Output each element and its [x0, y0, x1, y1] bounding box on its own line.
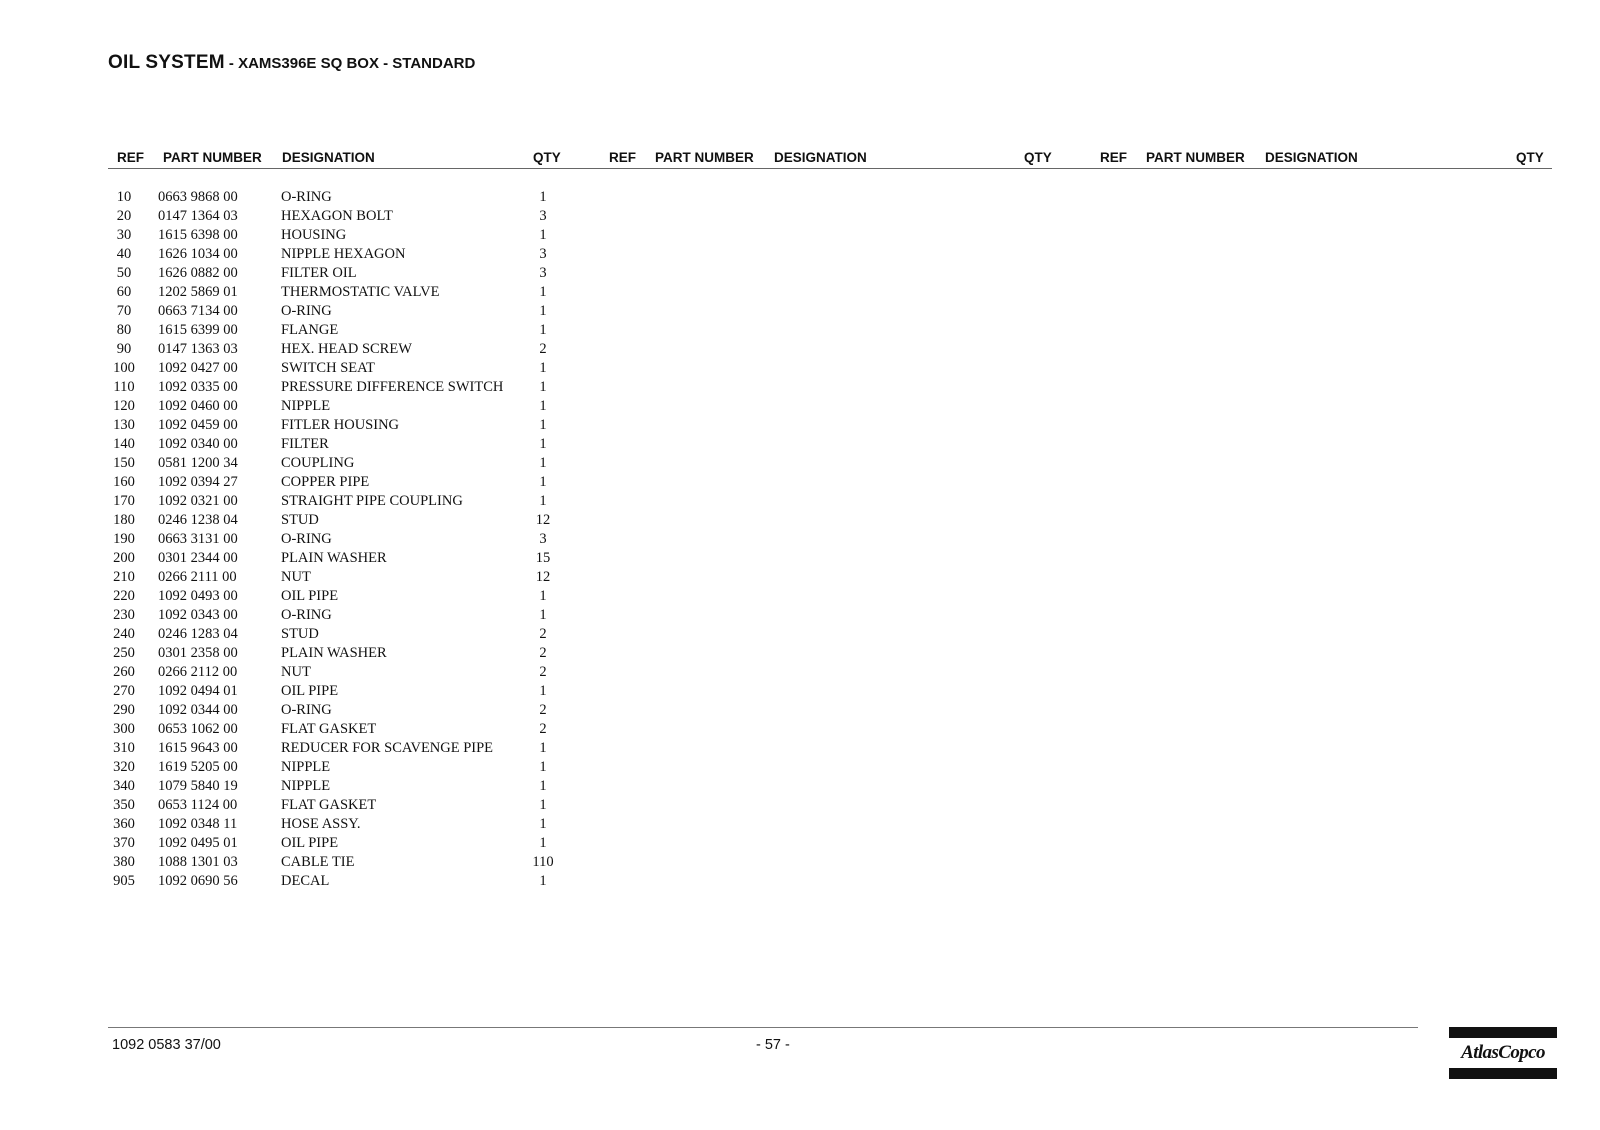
qty-cell: 110: [532, 854, 554, 870]
header-designation-1: DESIGNATION: [282, 150, 375, 165]
designation-cell: NIPPLE: [281, 778, 331, 794]
ref-cell: 380: [113, 854, 135, 870]
table-row: [108, 340, 568, 359]
ref-cell: 130: [113, 417, 135, 433]
part-number-cell: 0301 2344 00: [158, 550, 238, 566]
designation-cell: FITLER HOUSING: [281, 417, 400, 433]
qty-cell: 1: [539, 436, 547, 452]
header-qty-1: QTY: [533, 150, 561, 165]
header-ref-2: REF: [609, 150, 636, 165]
qty-cell: 15: [535, 550, 551, 566]
designation-cell: CABLE TIE: [281, 854, 355, 870]
table-row: [108, 283, 568, 302]
designation-cell: STUD: [281, 512, 319, 528]
ref-cell: 80: [116, 322, 132, 338]
part-number-cell: 0147 1363 03: [158, 341, 238, 357]
header-part-number-3: PART NUMBER: [1146, 150, 1245, 165]
qty-cell: 3: [539, 265, 547, 281]
qty-cell: 12: [535, 569, 551, 585]
part-number-cell: 1615 6399 00: [158, 322, 238, 338]
designation-cell: STUD: [281, 626, 319, 642]
ref-cell: 250: [113, 645, 135, 661]
qty-cell: 1: [539, 303, 547, 319]
table-row: [108, 530, 568, 549]
table-row: [108, 188, 568, 207]
designation-cell: O-RING: [281, 702, 332, 718]
part-number-cell: 1092 0344 00: [158, 702, 238, 718]
designation-cell: SWITCH SEAT: [281, 360, 375, 376]
qty-cell: 1: [539, 797, 547, 813]
header-ref-3: REF: [1100, 150, 1127, 165]
ref-cell: 70: [116, 303, 132, 319]
qty-cell: 1: [539, 607, 547, 623]
designation-cell: NIPPLE: [281, 759, 331, 775]
designation-cell: FILTER: [281, 436, 329, 452]
header-part-number-1: PART NUMBER: [163, 150, 262, 165]
table-row: [108, 796, 568, 815]
part-number-cell: 1092 0343 00: [158, 607, 238, 623]
table-row: [108, 720, 568, 739]
part-number-cell: 1092 0690 56: [158, 873, 238, 889]
ref-cell: 240: [113, 626, 135, 642]
qty-cell: 1: [539, 683, 547, 699]
qty-cell: 1: [539, 455, 547, 471]
part-number-cell: 1626 1034 00: [158, 246, 238, 262]
table-row: [108, 587, 568, 606]
document-number: 1092 0583 37/00: [112, 1037, 221, 1053]
table-row: [108, 758, 568, 777]
qty-cell: 2: [539, 721, 547, 737]
designation-cell: STRAIGHT PIPE COUPLING: [281, 493, 463, 509]
ref-cell: 110: [113, 379, 135, 395]
table-row: [108, 568, 568, 587]
qty-cell: 2: [539, 664, 547, 680]
part-number-cell: 1092 0340 00: [158, 436, 238, 452]
part-number-cell: 0663 7134 00: [158, 303, 238, 319]
title-subtitle: - XAMS396E SQ BOX - STANDARD: [224, 55, 476, 72]
qty-cell: 2: [539, 626, 547, 642]
part-number-cell: 1615 9643 00: [158, 740, 238, 756]
table-row: [108, 226, 568, 245]
table-row: [108, 815, 568, 834]
designation-cell: NUT: [281, 569, 311, 585]
part-number-cell: 1092 0321 00: [158, 493, 238, 509]
part-number-cell: 1092 0348 11: [158, 816, 238, 832]
qty-cell: 1: [539, 474, 547, 490]
table-row: [108, 853, 568, 872]
designation-cell: NUT: [281, 664, 311, 680]
part-number-cell: 0301 2358 00: [158, 645, 238, 661]
header-divider: [108, 168, 1552, 169]
header-ref-1: REF: [117, 150, 144, 165]
qty-cell: 1: [539, 322, 547, 338]
part-number-cell: 1626 0882 00: [158, 265, 238, 281]
table-row: [108, 245, 568, 264]
ref-cell: 10: [116, 189, 132, 205]
designation-cell: OIL PIPE: [281, 683, 339, 699]
designation-cell: O-RING: [281, 607, 332, 623]
designation-cell: O-RING: [281, 303, 332, 319]
footer-divider: [108, 1027, 1418, 1028]
qty-cell: 12: [535, 512, 551, 528]
designation-cell: FLANGE: [281, 322, 339, 338]
table-row: [108, 872, 568, 891]
qty-cell: 2: [539, 702, 547, 718]
part-number-cell: 1619 5205 00: [158, 759, 238, 775]
table-row: [108, 302, 568, 321]
qty-cell: 1: [539, 227, 547, 243]
designation-cell: HEX. HEAD SCREW: [281, 341, 412, 357]
part-number-cell: 1615 6398 00: [158, 227, 238, 243]
ref-cell: 360: [113, 816, 135, 832]
designation-cell: REDUCER FOR SCAVENGE PIPE: [281, 740, 494, 756]
header-qty-3: QTY: [1516, 150, 1544, 165]
part-number-cell: 1079 5840 19: [158, 778, 238, 794]
table-row: [108, 549, 568, 568]
table-row: [108, 739, 568, 758]
part-number-cell: 0663 3131 00: [158, 531, 238, 547]
part-number-cell: 0266 2112 00: [158, 664, 238, 680]
designation-cell: HOSE ASSY.: [281, 816, 361, 832]
table-row: [108, 321, 568, 340]
table-row: [108, 397, 568, 416]
designation-cell: THERMOSTATIC VALVE: [281, 284, 440, 300]
designation-cell: COPPER PIPE: [281, 474, 370, 490]
table-row: [108, 511, 568, 530]
part-number-cell: 1088 1301 03: [158, 854, 238, 870]
table-row: [108, 435, 568, 454]
ref-cell: 190: [113, 531, 135, 547]
ref-cell: 350: [113, 797, 135, 813]
ref-cell: 120: [113, 398, 135, 414]
qty-cell: 1: [539, 398, 547, 414]
ref-cell: 160: [113, 474, 135, 490]
part-number-cell: 1092 0494 01: [158, 683, 238, 699]
part-number-cell: 0246 1283 04: [158, 626, 238, 642]
ref-cell: 40: [116, 246, 132, 262]
designation-cell: PLAIN WASHER: [281, 645, 387, 661]
table-row: [108, 359, 568, 378]
ref-cell: 220: [113, 588, 135, 604]
title-main: OIL SYSTEM: [108, 52, 225, 73]
designation-cell: HEXAGON BOLT: [281, 208, 393, 224]
ref-cell: 20: [116, 208, 132, 224]
atlas-copco-logo: [1449, 1027, 1557, 1079]
ref-cell: 340: [113, 778, 135, 794]
table-row: [108, 264, 568, 283]
qty-cell: 1: [539, 284, 547, 300]
part-number-cell: 1202 5869 01: [158, 284, 238, 300]
qty-cell: 1: [539, 759, 547, 775]
qty-cell: 2: [539, 645, 547, 661]
designation-cell: FLAT GASKET: [281, 721, 377, 737]
qty-cell: 3: [539, 531, 547, 547]
part-number-cell: 1092 0460 00: [158, 398, 238, 414]
designation-cell: PLAIN WASHER: [281, 550, 387, 566]
qty-cell: 1: [539, 778, 547, 794]
qty-cell: 1: [539, 417, 547, 433]
designation-cell: PRESSURE DIFFERENCE SWITCH: [281, 379, 504, 395]
table-row: [108, 682, 568, 701]
ref-cell: 150: [113, 455, 135, 471]
ref-cell: 90: [116, 341, 132, 357]
qty-cell: 1: [539, 379, 547, 395]
qty-cell: 1: [539, 588, 547, 604]
table-row: [108, 777, 568, 796]
ref-cell: 200: [113, 550, 135, 566]
part-number-cell: 1092 0495 01: [158, 835, 238, 851]
header-part-number-2: PART NUMBER: [655, 150, 754, 165]
table-row: [108, 834, 568, 853]
page-number: - 57 -: [756, 1037, 790, 1053]
part-number-cell: 0147 1364 03: [158, 208, 238, 224]
designation-cell: O-RING: [281, 531, 332, 547]
header-designation-3: DESIGNATION: [1265, 150, 1358, 165]
part-number-cell: 1092 0394 27: [158, 474, 238, 490]
ref-cell: 320: [113, 759, 135, 775]
designation-cell: HOUSING: [281, 227, 347, 243]
part-number-cell: 0663 9868 00: [158, 189, 238, 205]
part-number-cell: 1092 0459 00: [158, 417, 238, 433]
ref-cell: 170: [113, 493, 135, 509]
ref-cell: 210: [113, 569, 135, 585]
table-row: [108, 207, 568, 226]
ref-cell: 270: [113, 683, 135, 699]
qty-cell: 3: [539, 246, 547, 262]
table-row: [108, 473, 568, 492]
ref-cell: 100: [113, 360, 135, 376]
part-number-cell: 1092 0493 00: [158, 588, 238, 604]
part-number-cell: 0581 1200 34: [158, 455, 238, 471]
ref-cell: 300: [113, 721, 135, 737]
designation-cell: DECAL: [281, 873, 330, 889]
part-number-cell: 0653 1062 00: [158, 721, 238, 737]
ref-cell: 310: [113, 740, 135, 756]
ref-cell: 60: [116, 284, 132, 300]
ref-cell: 140: [113, 436, 135, 452]
qty-cell: 1: [539, 189, 547, 205]
table-row: [108, 416, 568, 435]
table-row: [108, 663, 568, 682]
designation-cell: NIPPLE: [281, 398, 331, 414]
ref-cell: 290: [113, 702, 135, 718]
qty-cell: 2: [539, 341, 547, 357]
part-number-cell: 1092 0427 00: [158, 360, 238, 376]
table-row: [108, 454, 568, 473]
designation-cell: COUPLING: [281, 455, 355, 471]
part-number-cell: 0653 1124 00: [158, 797, 238, 813]
part-number-cell: 0246 1238 04: [158, 512, 238, 528]
qty-cell: 1: [539, 835, 547, 851]
qty-cell: 1: [539, 740, 547, 756]
designation-cell: OIL PIPE: [281, 835, 339, 851]
ref-cell: 50: [116, 265, 132, 281]
ref-cell: 370: [113, 835, 135, 851]
designation-cell: FLAT GASKET: [281, 797, 377, 813]
designation-cell: O-RING: [281, 189, 332, 205]
ref-cell: 905: [113, 873, 135, 889]
qty-cell: 1: [539, 873, 547, 889]
ref-cell: 260: [113, 664, 135, 680]
table-row: [108, 606, 568, 625]
ref-cell: 30: [116, 227, 132, 243]
qty-cell: 1: [539, 360, 547, 376]
header-designation-2: DESIGNATION: [774, 150, 867, 165]
designation-cell: FILTER OIL: [281, 265, 357, 281]
part-number-cell: 0266 2111 00: [158, 569, 237, 585]
page-title: [108, 52, 475, 74]
qty-cell: 3: [539, 208, 547, 224]
logo-text: AtlasCopco: [1461, 1042, 1545, 1063]
qty-cell: 1: [539, 816, 547, 832]
table-row: [108, 625, 568, 644]
ref-cell: 230: [113, 607, 135, 623]
qty-cell: 1: [539, 493, 547, 509]
table-row: [108, 492, 568, 511]
table-row: [108, 378, 568, 397]
table-row: [108, 701, 568, 720]
designation-cell: NIPPLE HEXAGON: [281, 246, 406, 262]
table-row: [108, 644, 568, 663]
designation-cell: OIL PIPE: [281, 588, 339, 604]
header-qty-2: QTY: [1024, 150, 1052, 165]
ref-cell: 180: [113, 512, 135, 528]
part-number-cell: 1092 0335 00: [158, 379, 238, 395]
parts-table: [108, 188, 568, 891]
